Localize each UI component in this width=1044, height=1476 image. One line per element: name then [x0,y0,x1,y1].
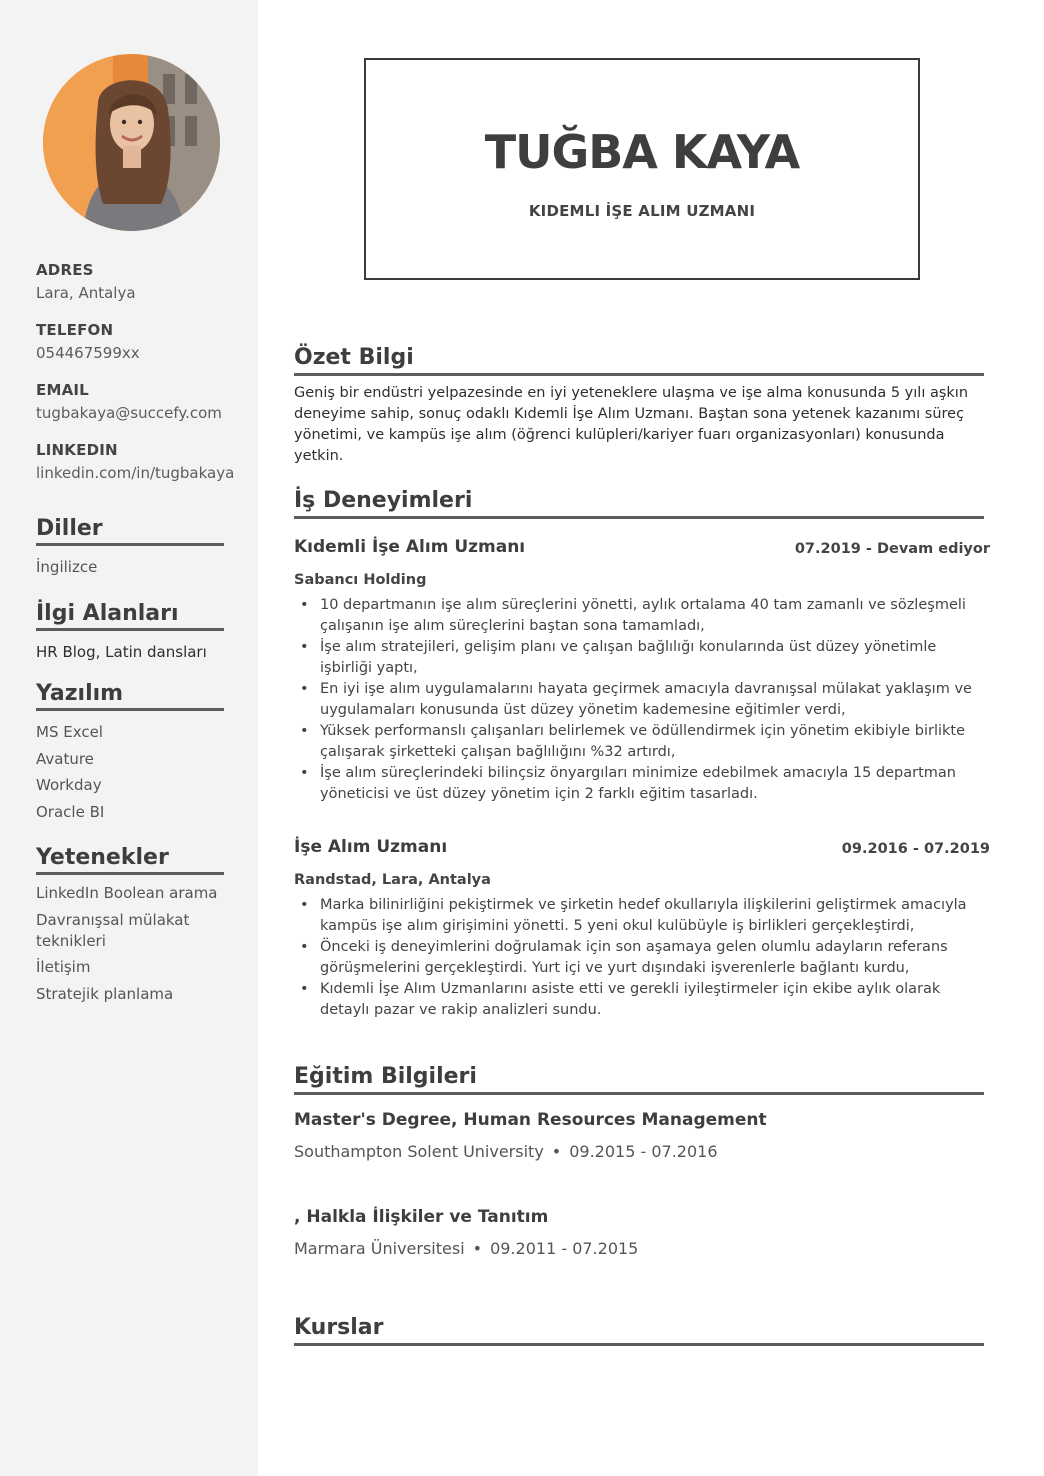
name-header [364,58,920,280]
contact-linkedin [36,438,251,498]
education-school: Marmara Üniversitesi [294,1239,465,1258]
job-bullet: • 10 departmanın işe alım süreçlerini yönetti, aylık ortalama 40 tam zamanlı ve sözleşmeli çalışanın işe alım süreçlerini baştan sona tamamladı, [294,595,984,637]
job-company: Sabancı Holding [294,572,427,588]
education-degree: Master's Degree, Human Resources Management [294,1110,767,1130]
languages-list [36,554,224,581]
education-title: Eğitim Bilgileri [294,1059,984,1095]
job-bullet: • Yüksek performanslı çalışanları belirlemek ve ödüllendirmek için yönetim ekibiyle birlikte çalışarak şirketteki çalışan bağlılığını %32 artırdı, [294,721,984,763]
job-header [294,834,990,864]
separator-dot: • [472,1239,483,1258]
software-item: Workday [36,776,102,794]
contact-label: EMAIL [36,381,89,399]
software-list [36,719,224,825]
skills-title: Yetenekler [36,841,224,875]
software-item: Avature [36,749,94,768]
interest-item: HR Blog, Latin dansları [36,643,207,661]
software-item: MS Excel [36,723,103,741]
skill-item: Davranışsal mülakat teknikleri [36,910,190,950]
interests-title: İlgi Alanları [36,597,224,631]
job-entry [294,834,990,1021]
profile-photo-image [43,54,220,231]
candidate-name: TUĞBA KAYA [484,125,800,179]
sidebar [0,0,258,1476]
job-company: Randstad, Lara, Antalya [294,872,491,888]
software-item: Oracle BI [36,802,105,821]
job-bullet: • İşe alım süreçlerindeki bilinçsiz önyargıları minimize edebilmek amacıyla 15 departman yöneticisi ve üst düzey yönetim için 2 farklı eğitim tasarladı. [294,763,984,805]
job-date: 09.2016 - 07.2019 [841,841,990,857]
separator-dot: • [551,1142,562,1161]
contact-info [36,258,251,498]
candidate-title: KIDEMLI İŞE ALIM UZMANI [528,202,756,220]
job-entry [294,534,990,805]
language-item: İngilizce [36,558,98,576]
experience-title: İş Deneyimleri [294,483,984,519]
interests-list [36,639,224,666]
job-bullets [294,595,990,805]
job-bullet: • İşe alım stratejileri, gelişim planı ve çalışan bağlılığı konularında üst düzey yönetimle işbirliği yaptı, [294,637,984,679]
education-dates: 09.2015 - 07.2016 [569,1142,718,1161]
phone-value: 054467599xx [36,344,140,362]
education-entry [294,1205,984,1261]
software-section [36,677,224,825]
education-dates: 09.2011 - 07.2015 [490,1239,639,1258]
skills-list [36,883,224,1005]
contact-label: LINKEDIN [36,441,118,459]
skill-item: Stratejik planlama [36,984,174,1003]
job-title: İşe Alım Uzmanı [294,837,448,857]
skill-item: LinkedIn Boolean arama [36,884,218,902]
education-entry [294,1108,984,1164]
job-bullet: • Marka bilinirliğini pekiştirmek ve şirketin hedef okullarıyla ilişkilerini geliştirmek amacıyla kampüs işe alım girişimini yönetti. 5 yeni okul kulübüyle iş birlikleri gerçekleştirdi, [294,895,984,937]
linkedin-value[interactable]: linkedin.com/in/tugbakaya [36,464,235,482]
job-bullet: • En iyi işe alım uygulamalarını hayata geçirmek amacıyla davranışsal mülakat yaklaşım ve uygulamaları konusunda üst düzey yönetim kademesine eğitimler verdi, [294,679,984,721]
job-bullet: • Kıdemli İşe Alım Uzmanlarını asiste etti ve gerekli iyileştirmeler için ekibe aylık olarak detaylı pazar ve rakip analizleri sundu. [294,979,984,1021]
courses-section [294,1310,984,1346]
job-bullets [294,895,990,1021]
contact-address [36,258,251,318]
languages-section [36,512,224,581]
job-date: 07.2019 - Devam ediyor [794,541,990,557]
contact-phone [36,318,251,378]
education-degree: , Halkla İlişkiler ve Tanıtım [294,1207,549,1227]
education-section [294,1059,984,1095]
email-value[interactable]: tugbakaya@succefy.com [36,404,222,422]
summary-title: Özet Bilgi [294,340,984,376]
job-title: Kıdemli İşe Alım Uzmanı [294,537,526,557]
contact-label: TELEFON [36,321,114,339]
interests-section [36,597,224,666]
profile-photo [43,54,220,231]
languages-title: Diller [36,512,224,546]
experience-section [294,483,984,519]
contact-label: ADRES [36,261,94,279]
job-bullet: • Önceki iş deneyimlerini doğrulamak için son aşamaya gelen olumlu adayların referans görüşmelerini gerçekleştirdi. Yurt içi ve yurt dışındaki işverenlerle bağlantı kurdu, [294,937,984,979]
skills-section [36,841,224,1010]
address-value: Lara, Antalya [36,284,136,302]
contact-email [36,378,251,438]
skill-item: İletişim [36,958,91,976]
summary-text: Geniş bir endüstri yelpazesinde en iyi yeteneklere ulaşma ve işe alma konusunda 5 yılı aşkın deneyime sahip, sonuç odaklı Kıdemli İşe Alım Uzmanı. Baştan sona yetenek kazanımı süreç yönetimi, ve kampüs işe alım (öğrenci kulüpleri/kariyer fuarı organizasyonları) konusunda yetkin. [294,385,969,464]
education-meta [294,1237,984,1261]
education-school: Southampton Solent University [294,1142,544,1161]
education-meta [294,1140,984,1164]
courses-title: Kurslar [294,1310,984,1346]
summary-section [294,340,984,467]
job-header [294,534,990,564]
software-title: Yazılım [36,677,224,711]
